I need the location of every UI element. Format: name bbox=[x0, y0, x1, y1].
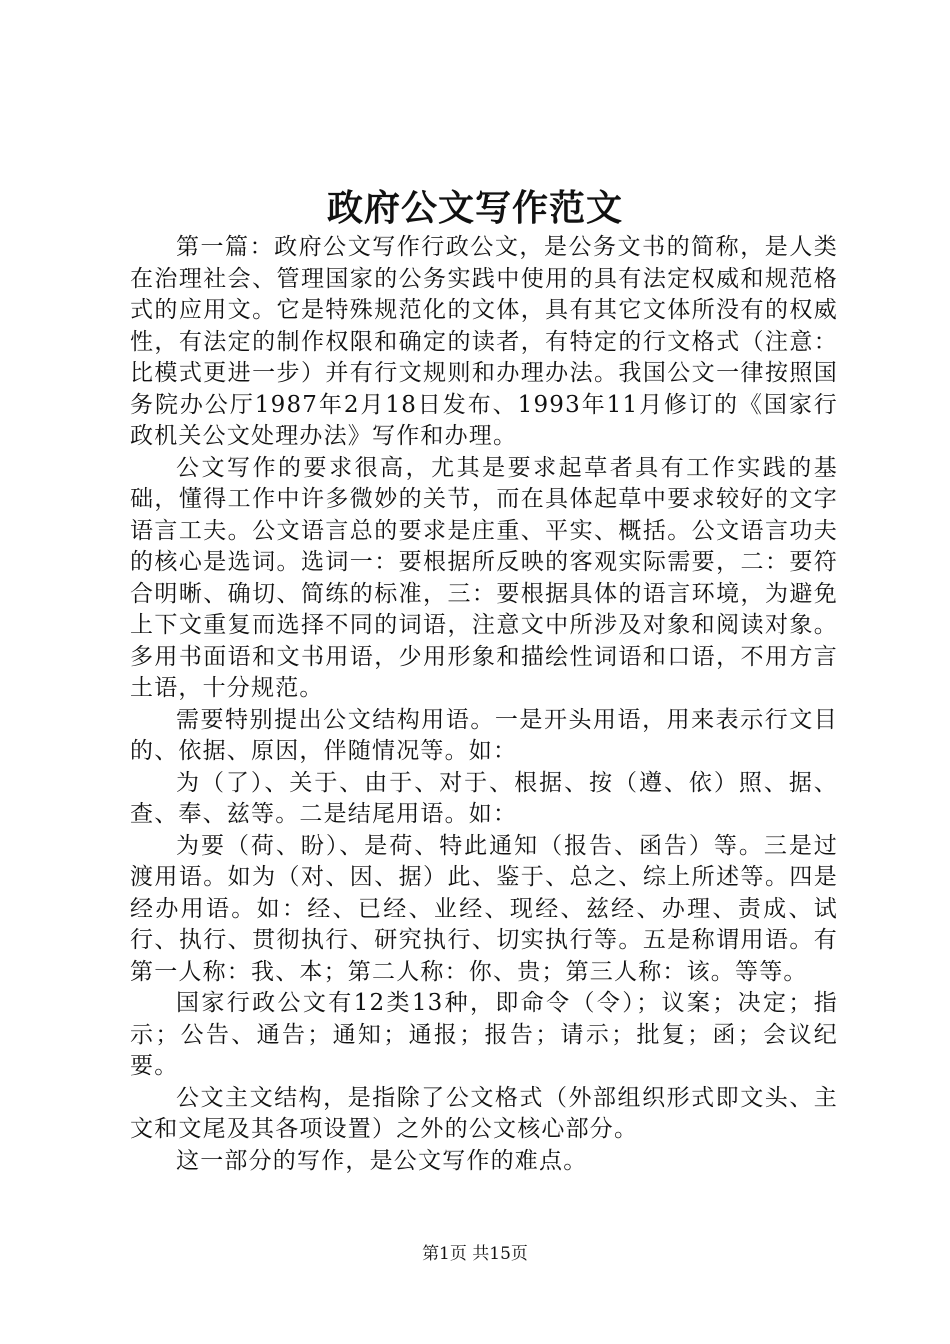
paragraph: 公文写作的要求很高，尤其是要求起草者具有工作实践的基础，懂得工作中许多微妙的关节，而在具体起草中要求较好的文字语言工夫。公文语言总的要求是庄重、平实、概括。公文语言功夫的核心是选词。选词一：要根据所反映的客观实际需要，二：要符合明晰、确切、简练的标准，三：要根据具体的语言环境，为避免上下文重复而选择不同的词语，注意文中所涉及对象和阅读对象。多用书面语和文书用语，少用形象和描绘性词语和口语，不用方言土语，十分规范。 bbox=[130, 454, 838, 701]
paragraph: 公文主文结构，是指除了公文格式（外部组织形式即文头、主文和文尾及其各项设置）之外的公文核心部分。 bbox=[130, 1084, 838, 1142]
document-body bbox=[130, 232, 838, 1177]
document-title: 政府公文写作范文 bbox=[326, 187, 623, 229]
paragraph: 国家行政公文有12类13种，即命令（令）；议案；决定；指示；公告、通告；通知；通报；报告；请示；批复；函；会议纪要。 bbox=[130, 990, 838, 1079]
paragraph: 为要（荷、盼）、是荷、特此通知（报告、函告）等。三是过渡用语。如为（对、因、据）此、鉴于、总之、综上所述等。四是经办用语。如：经、已经、业经、现经、兹经、办理、责成、试行、执行、贯彻执行、研究执行、切实执行等。五是称谓用语。有第一人称：我、本；第二人称：你、贵；第三人称：该。等等。 bbox=[130, 832, 838, 985]
paragraph: 第一篇：政府公文写作行政公文，是公务文书的简称，是人类在治理社会、管理国家的公务实践中使用的具有法定权威和规范格式的应用文。它是特殊规范化的文体，具有其它文体所没有的权威性，有法定的制作权限和确定的读者，有特定的行文格式（注意：比模式更进一步）并有行文规则和办理办法。我国公文一律按照国务院办公厅1987年2月18日发布、1993年11月修订的《国家行政机关公文处理办法》写作和办理。 bbox=[130, 234, 838, 449]
paragraph: 为（了）、关于、由于、对于、根据、按（遵、依）照、据、查、奉、兹等。二是结尾用语。如： bbox=[130, 769, 838, 827]
paragraph: 这一部分的写作，是公文写作的难点。 bbox=[176, 1147, 588, 1174]
page-number-footer: 第1页 共15页 bbox=[422, 1244, 528, 1264]
paragraph: 需要特别提出公文结构用语。一是开头用语，用来表示行文目的、依据、原因，伴随情况等。如： bbox=[130, 706, 838, 764]
